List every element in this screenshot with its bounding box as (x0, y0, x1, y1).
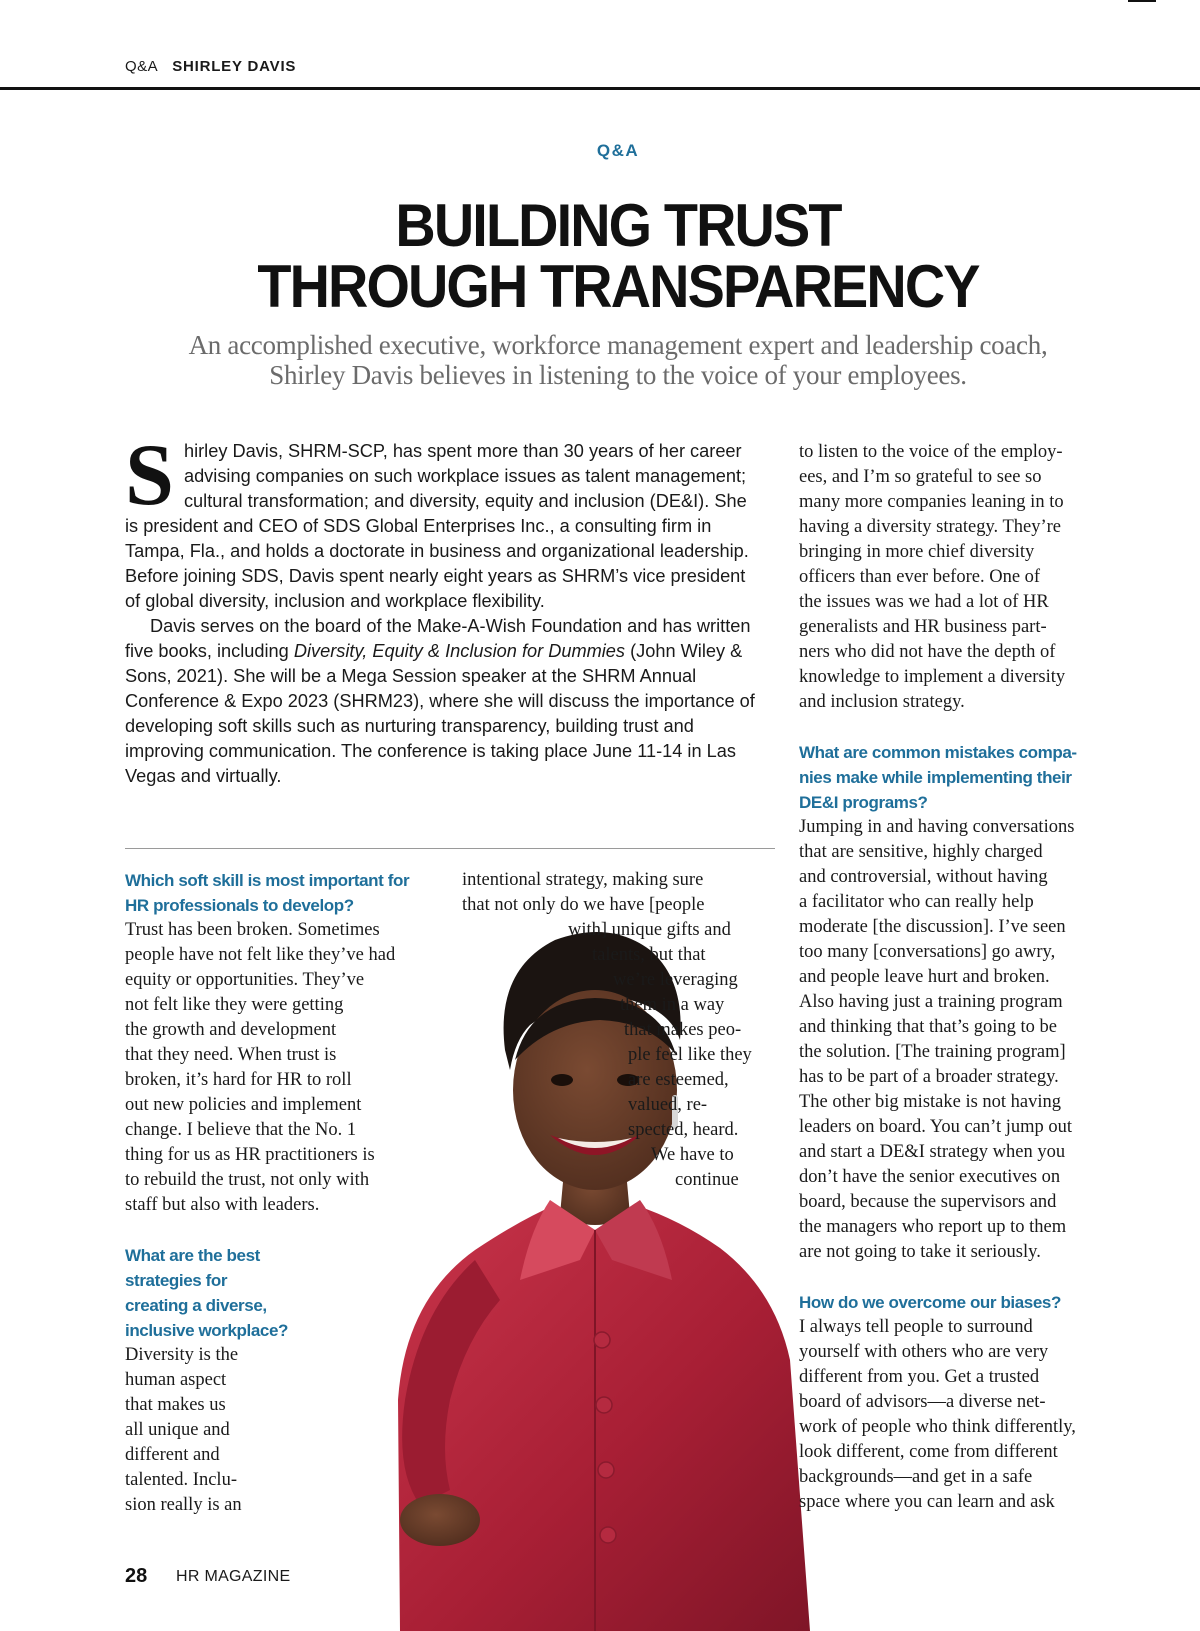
answer-text (799, 815, 1119, 1265)
answer-line: Diversity is the (125, 1345, 239, 1365)
answer-line: intentional strategy, making sure (462, 870, 704, 890)
answer-line: talented. Inclu- (125, 1470, 237, 1490)
running-head-subject: SHIRLEY DAVIS (172, 58, 297, 75)
answer-line: that not only do we have [people (462, 895, 705, 915)
answer-line: ees, and I’m so grateful to see so (799, 467, 1042, 487)
answer-line: people have not felt like they’ve had (125, 945, 396, 965)
answer-line: staff but also with leaders. (125, 1195, 320, 1215)
question-heading (799, 740, 1119, 815)
answer-line: having a diversity strategy. They’re (799, 517, 1061, 537)
book-title: Diversity, Equity & Inclusion for Dummies (293, 641, 626, 661)
publication-name: HR MAGAZINE (176, 1568, 291, 1585)
answer-line: and inclusion strategy. (799, 692, 965, 712)
answer-line: valued, re- (628, 1095, 708, 1115)
answer-line: talents, but that (592, 945, 706, 965)
answer-line: the managers who report up to them (799, 1217, 1067, 1237)
question-line: HR professionals to develop? (125, 896, 354, 915)
headline-line: THROUGH TRANSPARENCY (257, 253, 979, 320)
question-line: strategies for (125, 1271, 228, 1290)
running-head-section: Q&A (125, 58, 159, 75)
answer-line: them in a way (620, 995, 725, 1015)
answer-line: all unique and (125, 1420, 230, 1440)
question-heading (799, 1290, 1119, 1315)
answer-line: space where you can learn and ask (799, 1492, 1055, 1512)
answer-line: generalists and HR business part- (799, 617, 1047, 637)
intro (125, 427, 755, 789)
answer-text (125, 1343, 445, 1518)
answer-line: I always tell people to surround (799, 1317, 1033, 1337)
answer-line: officers than ever before. One of (799, 567, 1041, 587)
answer-line: ners who did not have the depth of (799, 642, 1056, 662)
question-line: DE&I programs? (799, 793, 928, 812)
intro-text: Davis serves on the board of the Make-A-Wish Foundation and has written five books, including (125, 616, 751, 661)
answer-text (799, 440, 1119, 715)
answer-line: that makes us (125, 1395, 226, 1415)
answer-line: and people leave hurt and broken. (799, 967, 1050, 987)
answer-line: the growth and development (125, 1020, 337, 1040)
intro-text: (John Wiley & Sons, 2021). She will be a Mega Session speaker at the SHRM Annual Conference & Expo 2023 (SHRM23), where she will discuss the importance of developing soft skills such as nurturing transparency, building trust and improving communication. The conference is taking place June 11-14 in Las Vegas and virtually. (125, 641, 755, 786)
headline (43, 192, 1192, 320)
answer-line: that makes peo- (624, 1020, 742, 1040)
question-line: What are common mistakes compa- (799, 743, 1077, 762)
column-left (125, 868, 445, 1518)
question-line: nies make while implementing their (799, 768, 1072, 787)
answer-line: and thinking that that’s going to be (799, 1017, 1057, 1037)
answer-line: ple feel like they (628, 1045, 752, 1065)
question-heading (125, 1243, 445, 1343)
question-line: What are the best (125, 1246, 260, 1265)
answer-line: yourself with others who are very (799, 1342, 1049, 1362)
answer-line: Trust has been broken. Sometimes (125, 920, 380, 940)
answer-line: human aspect (125, 1370, 227, 1390)
answer-line: with] unique gifts and (568, 920, 731, 940)
answer-text (455, 868, 775, 1193)
drop-cap: S (125, 427, 174, 524)
answer-line: we’re leveraging (613, 970, 738, 990)
deck (0, 330, 1200, 390)
answer-line: different and (125, 1445, 220, 1465)
headline-line: BUILDING TRUST (395, 192, 841, 259)
answer-line: look different, come from different (799, 1442, 1058, 1462)
answer-line: and controversial, without having (799, 867, 1048, 887)
answer-line: out new policies and implement (125, 1095, 362, 1115)
corner-mark (1128, 0, 1156, 2)
answer-text (799, 1315, 1119, 1515)
answer-line: don’t have the senior executives on (799, 1167, 1061, 1187)
answer-line: continue (675, 1170, 739, 1190)
answer-line: leaders on board. You can’t jump out (799, 1117, 1073, 1137)
answer-line: moderate [the discussion]. I’ve seen (799, 917, 1066, 937)
answer-line: backgrounds—and get in a safe (799, 1467, 1033, 1487)
question-line: How do we overcome our biases? (799, 1293, 1061, 1312)
answer-line: and start a DE&I strategy when you (799, 1142, 1066, 1162)
answer-line: thing for us as HR practitioners is (125, 1145, 375, 1165)
header-rule (0, 87, 1200, 90)
answer-text (125, 918, 445, 1218)
answer-line: equity or opportunities. They’ve (125, 970, 365, 990)
deck-line: Shirley Davis believes in listening to the voice of your employees. (269, 360, 967, 390)
answer-line: are esteemed, (628, 1070, 729, 1090)
answer-line: The other big mistake is not having (799, 1092, 1062, 1112)
answer-line: change. I believe that the No. 1 (125, 1120, 357, 1140)
deck-line: An accomplished executive, workforce management expert and leadership coach, (188, 330, 1048, 360)
answer-line: board of advisors—a diverse net- (799, 1392, 1046, 1412)
question-line: Which soft skill is most important for (125, 871, 410, 890)
question-line: inclusive workplace? (125, 1321, 289, 1340)
answer-line: broken, it’s hard for HR to roll (125, 1070, 352, 1090)
answer-line: that they need. When trust is (125, 1045, 337, 1065)
answer-line: many more companies leaning in to (799, 492, 1064, 512)
answer-line: work of people who think differently, (799, 1417, 1076, 1437)
answer-line: a facilitator who can really help (799, 892, 1034, 912)
column-right (799, 440, 1119, 1515)
answer-line: We have to (651, 1145, 734, 1165)
section-kicker: Q&A (596, 141, 640, 160)
answer-line: not felt like they were getting (125, 995, 344, 1015)
answer-line: different from you. Get a trusted (799, 1367, 1040, 1387)
answer-line: has to be part of a broader strategy. (799, 1067, 1059, 1087)
answer-line: the solution. [The training program] (799, 1042, 1066, 1062)
question-heading (125, 868, 445, 918)
section-divider (125, 848, 775, 849)
answer-line: that are sensitive, highly charged (799, 842, 1043, 862)
answer-line: sion really is an (125, 1495, 242, 1515)
answer-line: board, because the supervisors and (799, 1192, 1057, 1212)
answer-line: knowledge to implement a diversity (799, 667, 1066, 687)
intro-text: hirley Davis, SHRM-SCP, has spent more than 30 years of her career advising companies on such workplace issues as talent management; cultural transformation; and diversity, equity and inclusion (DE&I). She is president and CEO of SDS Global Enterprises Inc., a consulting firm in Tampa, Fla., and holds a doctorate in business and organizational leadership. Before joining SDS, Davis spent nearly eight years as SHRM’s vice president of global diversity, inclusion and workplace flexibility. (125, 441, 749, 611)
answer-line: bringing in more chief diversity (799, 542, 1035, 562)
question-line: creating a diverse, (125, 1296, 267, 1315)
running-head (125, 58, 296, 75)
answer-line: the issues was we had a lot of HR (799, 592, 1049, 612)
answer-line: are not going to take it seriously. (799, 1242, 1041, 1262)
answer-line: too many [conversations] go awry, (799, 942, 1056, 962)
answer-line: spected, heard. (628, 1120, 739, 1140)
answer-line: Also having just a training program (799, 992, 1063, 1012)
page-number: 28 (125, 1565, 148, 1587)
intro-paragraph (125, 614, 755, 789)
answer-line: to listen to the voice of the employ- (799, 442, 1063, 462)
column-middle (455, 868, 775, 1193)
intro-paragraph (125, 427, 755, 614)
answer-line: to rebuild the trust, not only with (125, 1170, 370, 1190)
answer-line: Jumping in and having conversations (799, 817, 1075, 837)
